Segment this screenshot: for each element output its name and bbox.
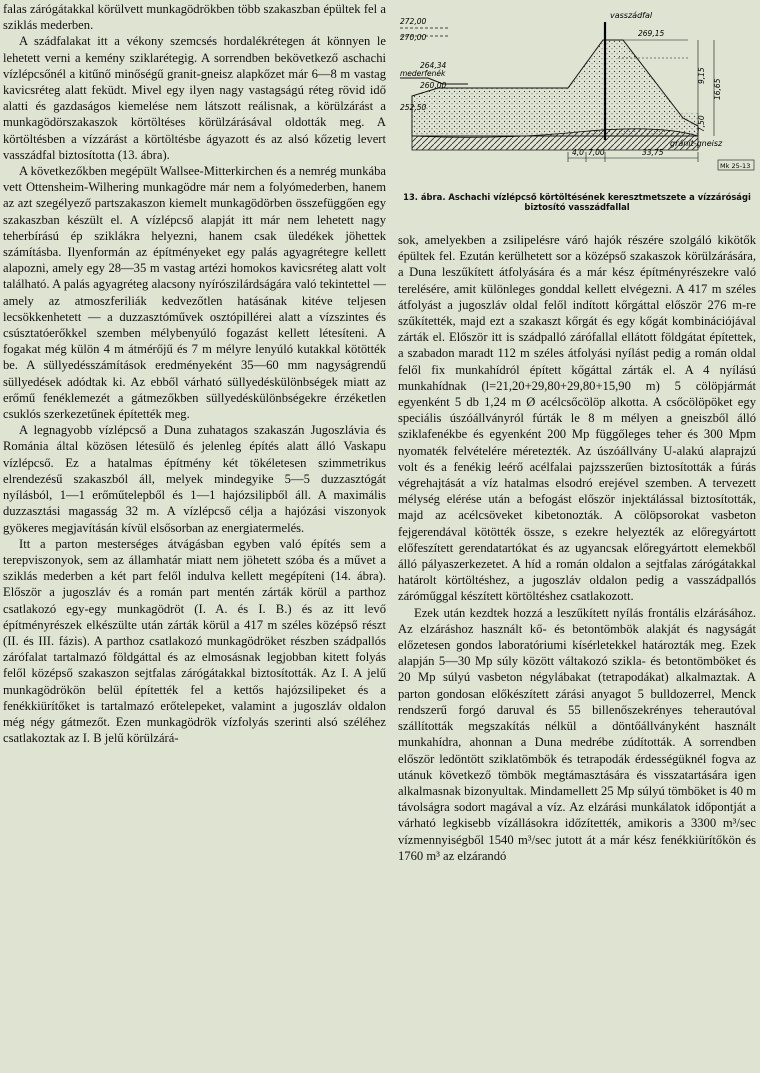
paragraph: sok, amelyekben a zsilipelésre váró hajók részére szolgáló kikötők épültek fel. Ezután kerülhetett sor a középső szakaszok körülzárására, a Duna leszűkített átfolyására és a már kész építményrészekre való terelésére, amit különleges gonddal kellett elvégezni. A 417 m széles átfolyást a jugoszláv oldal felől indított kőrgáttal először 276 m-re szűkítették, majd ezt a szakaszt kőrgát és egy kőgát kombinációjával zárták el. Először itt is szádpalló zárófallal ellátott földgátat építettek, a szabadon maradt 112 m széles átfolyási nyílást pedig a román oldal felől fix munkahídról épített kőgáttal zárták el. A 4 nyílású munkahídnak (l=21,20+29,80+29,80+15,90 m) 5 cölöpjármát egyenként 5 db 1,24 m Ø acélcsőcölöp alkotta. A csőcölöpöket egy speciális úszóállványról fúrták le 8 m mélyen a gneiszből álló sziklafenékbe és egyenként 200 Mp függőleges teher és 300 Mpm nyomaték felvételére méretezték. Az úszóállvány U-alakú alaprajzú volt és a fenékig leérő acélfalai pajzsszerűen biztosították a fúrás végrehajtását a víz hatalmas elsodró erejével szemben. A tervezett mélység elérése után a befogást először injektálással biztosították, majd az acélcsöveket kibetonozták. A cölöpsorokat vasbeton fejgerendával kötötték össze, s ezekre helyezték az előregyártott előfeszített gerendatartókat és az ugyancsak előregyártott elemekből álló pályaszerkezetet. A híd a román oldalon a sejtfalas zárógátakkal határolt körtöltéshez, a jugoszláv oldalon pedig a vasszádpallós záróműggal készített körtöltéshez csatlakozott. — [398, 233, 756, 604]
label-mederfenek: mederfenék — [400, 69, 446, 78]
label-drawing-code: Mk 25-13 — [720, 162, 751, 170]
label-dim-750: 7,50 — [697, 115, 706, 132]
label-dim-915: 9,15 — [697, 67, 706, 84]
left-column — [3, 1, 386, 746]
label-elev-272: 272,00 — [400, 17, 427, 26]
label-dim-700: 7,00 — [588, 148, 605, 157]
cross-section-drawing — [398, 0, 756, 190]
label-vasszadfal: vasszádfal — [610, 11, 653, 20]
paragraph: A szádfalakat itt a vékony szemcsés hordalékrétegen át könnyen le lehetett verni a kemény sziklarétegig. A sorrendben bekövetkező aschachi vízlépcsőnél a kitűnő minőségű granit-gneisz alapkőzet már 6—8 m vastag kavicsréteg alatt feküdt. Mivel egy ilyen nagy vastagságú réteg rövid idő alatti és gazdaságos kiemelése nem látszott reálisnak, a körülzárást a munkagödörszakaszok körtöltéses körülzárásával oldották meg. A körtöltésben a vízzárást a körtöltésbe ágyazott és az alsó kőzetig levert vasszádfal biztosította (13. ábra). — [3, 34, 386, 162]
paragraph: Itt a parton mesterséges átvágásban egyben való építés sem a terepviszonyok, sem az államhatár miatt nem jöhetett szóba és a művet a sziklás mederben a két part felől indulva kellett megépíteni (14. ábra). Először a jugoszláv és a román part mentén zárták körül a parthoz csatlakozó egy-egy munkagödröt (I. A. és I. B.) és az itt levő építményrészek elkészülte után zárták körül a 417 m széles középső részt (II. és III. fázis). A parthoz csatlakozó munkagödröket részben szádpallós zárófalat tartalmazó földgáttal és az elmosásnak legjobban kitett folyás felől középső szakaszon sejtfalas zárógátakkal biztosították. Az I. A jelű munkagödrökön belül építették fel a kettős hajózsilipeket és a fenékkiürítőket is tartalmazó erőtelepeket, valamint a jugoszláv oldalon még négy gátmezőt. Ezen munkagödrök vízfolyás szerinti alsó széléhez csatlakoztak az I. B jelű körülzárá- — [3, 536, 386, 746]
label-elev-252: 252,50 — [400, 103, 427, 112]
label-elev-264: 264,34 — [420, 61, 447, 70]
paragraph: Ezek után kezdtek hozzá a leszűkített nyílás frontális elzárásához. Az elzáráshoz használt kő- és betontömbök alakját és nagyságát előzetesen gondos laboratóriumi kísérletekkel határozták meg. Ezek alapján 5—30 Mp súly között váltakozó szikla- és betontömböket és 20 Mp súlyú vasbeton négylábakat (tetrapodákat) alkalmaztak. A parton gondosan előkészített zárási anyagot 5 bulldozerrel, Menck rendszerű forgó daruval és 55 billenőszekrényes teherautóval szállították megszakítás nélkül a döntőállványként használt munkahídra, ahonnan a Duna medrébe zúdították. A sorrendben először ledöntött sziklatömbök és tetrapodák érdességüknél fogva az utánuk következő tömbök megtámasztására és visszatartására igen alkalmasnak bizonyultak. Mindamellett 25 Mp súlyú tömböket is 40 m távolságra sodort magával a víz. Az elzárási munkálatok időpontját a várható legkisebb vízállásokra időzítették, amikoris a 3300 m³/sec vízmennyiségből 1540 m³/sec jutott át a már kész fenékkiürítőkön és 1760 m³ az elzárandó — [398, 605, 756, 863]
label-dim-1665: 16,65 — [713, 78, 722, 100]
paragraph: A legnagyobb vízlépcső a Duna zuhatagos szakaszán Jugoszlávia és Románia által közösen létesülő és jelenleg építés alatt álló Vaskapu vízlépcső. Ez a hatalmas építmény két tökéletesen szimmetrikus elrendezésű szakaszból áll, melyek mindegyike 5—5 duzzasztógát nyílásból, 1—1 erőműtelepből és 1—1 hajózsilipből áll. A maximális duzzasztási magasság 32 m. A vízlépcső célja a hajózási viszonyok gyökeres megjavításán kívül elsősorban az energiatermelés. — [3, 423, 386, 535]
paragraph: A következőkben megépült Wallsee-Mitterkirchen és a nemrég munkába vett Ottensheim-Wilhering munkagödre már nem a folyómederben, hanem az azt szegélyező partszakaszon kiemelt munkagödörben összefüggően egy szakaszban készült el. A vízlépcső alapját itt már nem lehetett nagy teherbírású ép sziklákra helyezni, hanem csak üledékek jöhettek számításba. Ilyenformán az építményeket egy palás agyagrétegre kellett alapozni, amely egy 28—35 m vastag artézi homokos kavicsréteg alatt volt található. A palás agyagréteg alacsony nyírószilárdságára való tekintettel — amely az atmoszferiliák kedvezőtlen hatásának kitéve teljesen lecsökkenhetett — a duzzasztóművek osztópillérei alatt a vízszintes és csúsztatóerőkkel szemben mélybenyúló fogazást kellett létesíteni. A fogakat még külön 4 m átmérőjű és 7 m mélyre lenyúló kutakkal kötötték be. A süllyedésszámítások eredményeként 35—60 mm nagyságrendű süllyedések adódtak ki. Az ebből várható süllyedéskülönbségek miatt az erőmű fenéklemezét a gátmezőkben süllyedéskülönbségekre érzéketlen csuklós szerkezetűnek építették meg. — [3, 164, 386, 422]
label-elev-269: 269,15 — [638, 29, 665, 38]
label-dim-3375: 33,75 — [642, 148, 664, 157]
right-column — [398, 232, 756, 864]
figure-caption: 13. ábra. Aschachi vízlépcső körtöltésének keresztmetszete a vízzárósági biztosító vasszádfallal — [403, 192, 751, 212]
paragraph: falas zárógátakkal körülvett munkagödrökben több szakaszban épültek fel a sziklás mederben. — [3, 2, 386, 33]
figure-13-cross-section — [398, 0, 756, 190]
label-granit-gneisz: gránit-gneisz — [670, 139, 723, 148]
label-elev-260: 260,00 — [420, 81, 447, 90]
label-dim-40: 4,0 — [572, 148, 584, 157]
label-elev-270: 270,00 — [400, 33, 427, 42]
